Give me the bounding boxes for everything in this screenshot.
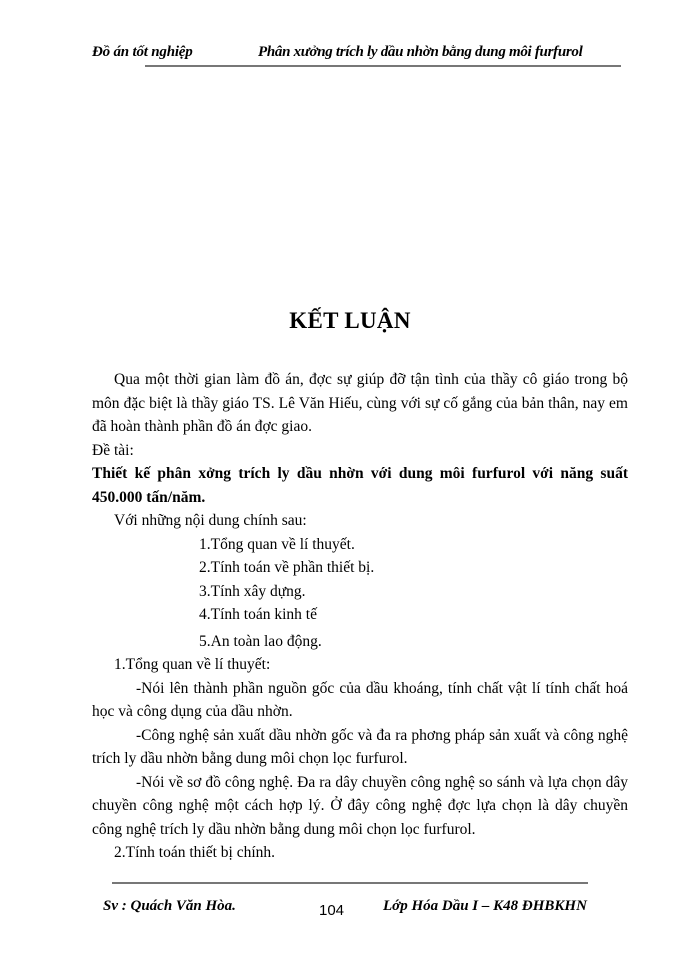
section2-heading: 2.Tính toán thiết bị chính. (114, 844, 276, 861)
topic-label: Đề tài: (92, 441, 134, 459)
topic-text: Thiết kế phân xởng trích ly dầu nhờn với dung môi furfurol với năng suất 450.000 tấn/năm. (92, 465, 628, 506)
header-left-text: Đồ án tốt nghiệp (92, 44, 193, 60)
page-title: KẾT LUẬN (289, 308, 411, 333)
contents-item: 4.Tính toán kinh tế (199, 606, 317, 623)
contents-item: 2.Tính toán về phần thiết bị. (199, 559, 375, 576)
contents-item: 5.An toàn lao động. (199, 632, 322, 650)
header-right-text: Phân xưởng trích ly dầu nhờn bằng dung môi furfurol (258, 44, 583, 60)
contents-item: 3.Tính xây dựng. (199, 582, 306, 600)
header-divider (145, 65, 621, 67)
page-footer (103, 898, 623, 922)
contents-intro: Với những nội dung chính sau: (114, 512, 307, 529)
page-header (92, 44, 622, 68)
document-body (92, 368, 628, 865)
section1-point: -Nói lên thành phần nguồn gốc của dầu khoáng, tính chất vật lí tính chất hoá học và công dụng của dầu nhờn. (92, 679, 628, 720)
contents-item: 1.Tổng quan về lí thuyết. (199, 535, 355, 553)
footer-divider (112, 882, 588, 884)
section1-heading: 1.Tổng quan về lí thuyết: (114, 656, 271, 673)
section1-point: -Nói về sơ đồ công nghệ. Đa ra dây chuyền công nghệ so sánh và lựa chọn dây chuyền công nghệ một cách hợp lý. Ở đây công nghệ đợc lựa chọn là dây chuyền công nghệ trích ly dầu nhờn bằng dung môi chọn lọc furfurol. (92, 773, 628, 838)
section1-point: -Công nghệ sản xuất dầu nhờn gốc và đa ra phơng pháp sản xuất và công nghệ trích ly dầu nhờn bằng dung môi chọn lọc furfurol. (92, 726, 628, 767)
intro-paragraph: Qua một thời gian làm đồ án, đợc sự giúp đỡ tận tình của thầy cô giáo trong bộ môn đặc biệt là thầy giáo TS. Lê Văn Hiếu, cùng với sự cố gắng của bản thân, nay em đã hoàn thành phần đồ án đợc giao. (92, 371, 628, 435)
contents-list (92, 533, 628, 654)
page-number: 104 (319, 902, 345, 919)
footer-student-name: Sv : Quách Văn Hòa. (103, 898, 236, 914)
footer-class-info: Lớp Hóa Dầu I – K48 ĐHBKHN (383, 898, 587, 914)
